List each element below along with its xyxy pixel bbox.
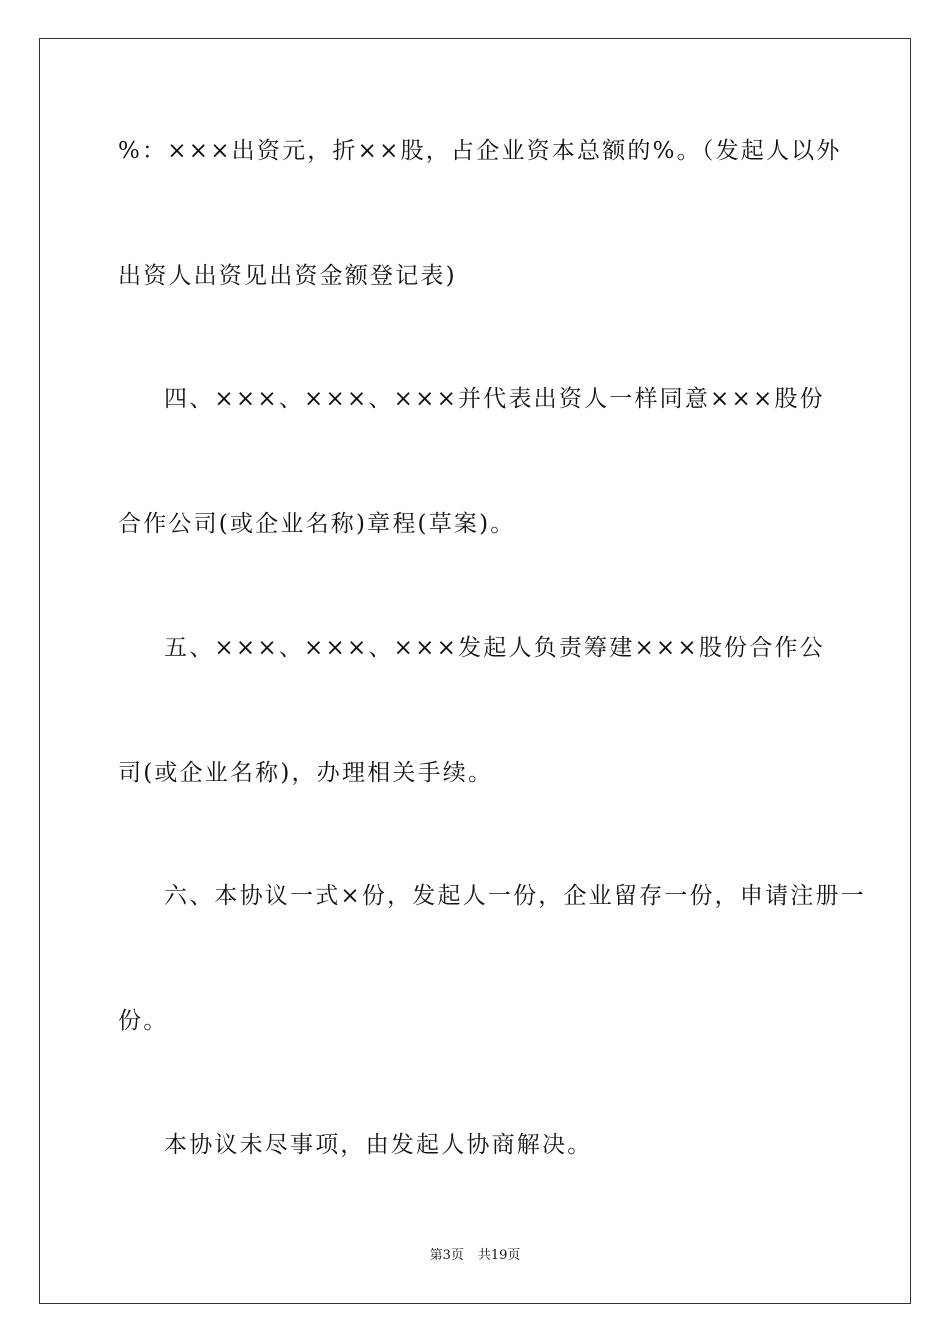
text-line-9: 本协议未尽事项，由发起人协商解决。	[164, 1132, 593, 1158]
page-total: 共19页	[477, 1248, 521, 1263]
text-line-5: 五、×××、×××、×××发起人负责筹建×××股份合作公	[164, 635, 825, 661]
text-line-2: 出资人出资见出资金额登记表)	[118, 263, 457, 289]
text-line-1: %：×××出资元，折××股，占企业资本总额的%。（发起人以外	[118, 138, 842, 164]
text-line-8: 份。	[118, 1008, 169, 1034]
page-number: 第3页	[429, 1248, 464, 1263]
page-footer	[0, 1247, 950, 1265]
text-line-7: 六、本协议一式×份，发起人一份，企业留存一份，申请注册一	[164, 883, 866, 909]
page-border	[39, 38, 911, 1304]
text-line-3: 四、×××、×××、×××并代表出资人一样同意×××股份	[164, 386, 825, 412]
text-line-6: 司(或企业名称)，办理相关手续。	[118, 760, 494, 786]
text-line-4: 合作公司(或企业名称)章程(草案)。	[118, 511, 516, 537]
